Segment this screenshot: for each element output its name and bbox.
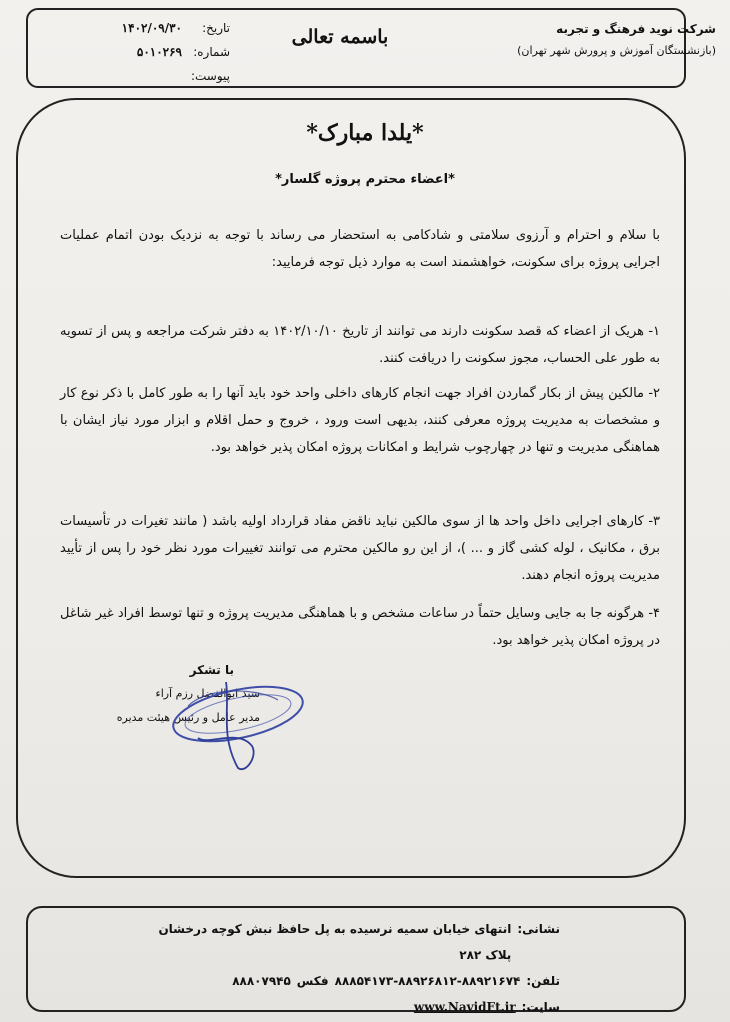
number-label: شماره: [193, 45, 230, 59]
body-frame [16, 98, 686, 878]
address-line [140, 916, 560, 968]
item-1-paragraph: ۱- هریک از اعضاء که قصد سکونت دارند می توانند از تاریخ ۱۴۰۲/۱۰/۱۰ به دفتر شرکت مراجعه و پس از تسویه به طور علی الحساب، مجوز سکونت را دریافت کنند. [60, 324, 661, 366]
attachment-label: پیوست: [190, 69, 230, 83]
closing-text: با تشکر [189, 663, 234, 677]
bismillah-heading: باسمه تعالی [291, 26, 389, 48]
website-label: سایت: [521, 1000, 560, 1014]
stamp-outer-ring [168, 677, 307, 751]
fax-label: فکس [296, 974, 329, 988]
signer-position: مدیر عامل و رئیس هیئت مدیره [116, 711, 260, 724]
company-info [476, 18, 716, 62]
item-3-paragraph: ۳- کارهای اجرایی داخل واحد ها از سوی مالکین نباید ناقض مفاد قرارداد اولیه باشد ( مانند تغیرات در تأسیسات برق ، مکانیک ، لوله کشی گاز و ... )، از این رو مالکین محترم می توانند تغییرات مورد نظر خود را پس از تأیید مدیریت پروژه انجام دهند. [60, 514, 660, 583]
phone-line [140, 968, 560, 994]
item-4-paragraph: ۴- هرگونه جا به جایی وسایل حتماً در ساعات مشخص و با هماهنگی مدیریت پروژه و تنها توسط افراد غیر شاغل در پروژه امکان پذیر خواهد بود. [60, 606, 660, 648]
number-value: ۵۰۱۰۲۶۹ [136, 45, 182, 59]
company-name: شرکت نوید فرهنگ و تجربه [556, 22, 716, 36]
number-row [40, 40, 230, 64]
attachment-row [40, 64, 230, 88]
date-label: تاریخ: [202, 21, 230, 35]
address-label: نشانی: [517, 922, 560, 936]
address-value: انتهای خیابان سمیه نرسیده به پل حافظ نبش کوچه درخشان پلاک ۲۸۲ [158, 922, 512, 962]
phone-value: ۸۸۸۵۴۱۷۳-۸۸۹۲۶۸۱۲-۸۸۹۲۱۶۷۴ [334, 974, 521, 988]
company-stamp-and-signature [168, 676, 318, 776]
letter-meta [40, 16, 230, 88]
letter-subtitle: *اعضاء محترم پروژه گلسار* [275, 172, 455, 187]
website-line [140, 994, 560, 1020]
website-link[interactable]: www.NavidFt.ir [413, 1000, 516, 1014]
fax-value: ۸۸۸۰۷۹۴۵ [232, 974, 291, 988]
item-2-paragraph: ۲- مالکین پیش از بکار گماردن افراد جهت انجام کارهای داخلی واحد خود باید آنها را به طور کامل با ذکر نوع کار و مشخصات به مدیریت پروژه معرفی کنند، بدیهی است ورود ، خروج و حمل اقلام و ابزار مورد نیاز ایشان با هماهنگی مدیریت و تنها در چهارچوب شرایط و امکانات پروژه امکان پذیر خواهد بود. [60, 386, 660, 455]
signer-name: سید ابوالفضل رزم آراء [155, 687, 260, 700]
phone-label: تلفن: [526, 974, 560, 988]
footer-contact [140, 916, 560, 1020]
intro-paragraph: با سلام و احترام و آرزوی سلامتی و شادکامی به استحضار می رساند با توجه به نزدیک بودن اتمام عملیات اجرایی پروژه برای سکونت، خواهشمند است به موارد ذیل توجه فرمایید: [60, 228, 660, 270]
letter-title: *یلدا مبارک* [306, 120, 424, 146]
stamp-inner-ring [182, 687, 294, 741]
date-row [40, 16, 230, 40]
date-value: ۱۴۰۲/۰۹/۳۰ [121, 21, 182, 35]
company-subtitle: (بازنشستگان آموزش و پرورش شهر تهران) [517, 44, 716, 57]
